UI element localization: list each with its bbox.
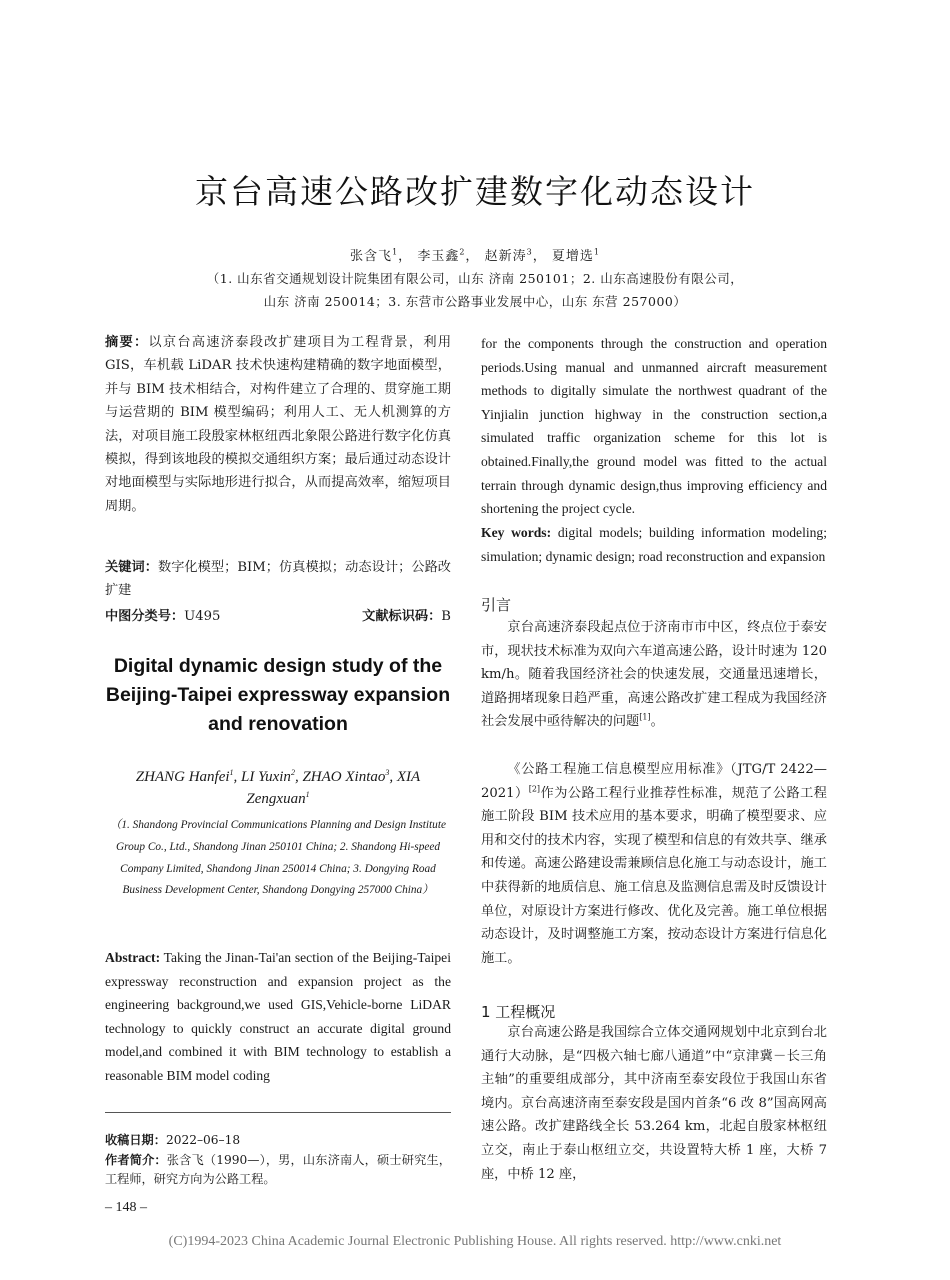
- section-heading-intro: 引言: [481, 596, 512, 614]
- abstract-en-part-2: for the components through the construction and operation periods.Using manual and unmanned aircraft measurement methods to digitally simulate the northwest quadrant of the Yinjialin junction highway in the construction section,a simulated traffic organization scheme for this lot is obtained.Finally,the ground model was fitted to the actual terrain through dynamic design,thus improving efficiency and shortening the project cycle.: [481, 336, 827, 517]
- abstract-cn-label: 摘要：: [105, 335, 149, 350]
- author-name-en: LI Yuxin: [241, 769, 291, 785]
- author-bio: [105, 1151, 451, 1189]
- doc-code-label: 文献标识码：: [362, 609, 442, 624]
- intro-p1-text: 京台高速济泰段起点位于济南市市中区，终点位于泰安市，现状技术标准为双向六车道高速公路，设计时速为 120 km/h。随着我国经济社会的快速发展，交通量迅速增长，道路拥堵现象日趋严重，高速公路改扩建工程成为我国经济社会发展中亟待解决的问题: [481, 620, 827, 730]
- author-name-en: ZHAO Xintao: [302, 769, 386, 785]
- english-title: Digital dynamic design study of the Beijing-Taipei expressway expansion and renovation: [105, 655, 451, 735]
- author-name: 张含飞: [350, 249, 393, 264]
- citation-ref: [1]: [639, 712, 651, 722]
- keywords-en-text: digital models; building information modeling; simulation; dynamic design; road reconstruction and expansion: [481, 525, 827, 564]
- intro-paragraph-1: [481, 616, 827, 734]
- author-affil-mark: 2: [459, 247, 466, 257]
- paper-title: 京台高速公路改扩建数字化动态设计: [195, 172, 755, 211]
- clc-number: [105, 605, 220, 628]
- citation-ref: [2]: [528, 784, 541, 794]
- author-affil-mark: 3: [526, 247, 533, 257]
- keywords-en-label: Key words:: [481, 525, 552, 540]
- affiliation-cn-line-2: 山东 济南 250014；3. 东营市公路事业发展中心，山东 东营 257000）: [263, 294, 687, 309]
- author-name: 李玉鑫: [417, 249, 460, 264]
- bio-text: 张含飞（1990—），男，山东济南人，硕士研究生，工程师，研究方向为公路工程。: [105, 1153, 451, 1186]
- intro-p2-text-b: 作为公路工程行业推荐性标准，规范了公路工程施工阶段 BIM 技术应用的基本要求，明确了模型要求、应用和交付的技术内容，实现了模型和信息的有效共享、继承和传递。高速公路建设需兼顾信息化施工与动态设计，施工中获得新的地质信息、施工信息及监测信息需及时反馈设计单位，对原设计方案进行修改、优化及完善。施工单位根据动态设计，及时调整施工方案，按动态设计方案进行信息化施工。: [481, 785, 827, 966]
- abstract-cn: [105, 331, 451, 518]
- received-date: [105, 1131, 451, 1150]
- keywords-cn: [105, 556, 451, 603]
- keywords-en: [481, 521, 827, 568]
- english-author-list: ZHANG Hanfei$^1$, LI Yuxin$^2$, ZHAO Xintao$^3$, XIA Zengxuan$^1$: [135, 768, 421, 807]
- abstract-cn-text: 以京台高速济泰段改扩建项目为工程背景，利用 GIS，车机载 LiDAR 技术快速构建精确的数字地面模型，并与 BIM 技术相结合，对构件建立了合理的、贯穿施工期与运营期的 BIM 模型编码；利用人工、无人机测算的方法，对项目施工段殷家林枢纽西北象限公路进行数字化仿真模拟，得到该地段的模拟交通组织方案；最后通过动态设计对地面模型与实际地形进行拟合，从而提高效率，缩短项目周期。: [105, 335, 452, 514]
- keywords-cn-label: 关键词：: [105, 560, 158, 575]
- received-label: 收稿日期：: [105, 1133, 166, 1147]
- affiliation-cn-line-1: （1. 山东省交通规划设计院集团有限公司，山东 济南 250101；2. 山东高速股份有限公司，: [206, 271, 744, 286]
- author-affil-mark: 3: [385, 768, 390, 777]
- author-affil-mark: 1: [392, 247, 399, 257]
- author-affil-mark: 1: [305, 790, 310, 799]
- received-value: 2022–06–18: [165, 1133, 241, 1147]
- author-separator: ，: [398, 249, 413, 264]
- author-separator: ，: [465, 249, 480, 264]
- clc-label: 中图分类号：: [105, 609, 185, 624]
- english-affiliation: （1. Shandong Provincial Communications Planning and Design Institute Group Co., Ltd., Shandong Jinan 250101 China; 2. Shandong Hi-speed Company Limited, Shandong Jinan 250014 China; 3. Dongying Road Business Development Center, Shandong Dongying 257000 China）: [110, 819, 446, 897]
- author-name-en: XIA Zengxuan: [246, 769, 421, 807]
- abstract-en-label: Abstract:: [105, 950, 161, 965]
- author-affil-mark: 1: [229, 768, 234, 777]
- clc-value: U495: [184, 609, 221, 624]
- author-separator: ，: [532, 249, 547, 264]
- document-code: [362, 605, 451, 628]
- doc-code-value: B: [441, 609, 451, 624]
- copyright-notice: (C)1994-2023 China Academic Journal Electronic Publishing House. All rights reserved. http://www.cnki.net: [168, 1234, 782, 1249]
- author-list: [0, 245, 950, 264]
- intro-p2-text-a: 《公路工程施工信息模型应用标准》（JTG/T 2422—2021）: [481, 762, 827, 801]
- section-1-paragraph-1: 京台高速公路是我国综合立体交通网规划中北京到台北通行大动脉，是“四极六轴七廊八通道”中“京津冀－长三角主轴”的重要组成部分，其中济南至泰安段位于我国山东省境内。京台高速济南至泰安段是国内首条“6 改 8”国高网高速公路。改扩建路线全长 53.264 km，北起自殷家林枢纽立交，南止于泰山枢纽立交，共设置特大桥 1 座，大桥 7 座，中桥 12 座，: [481, 1025, 827, 1182]
- author-name-en: ZHANG Hanfei: [135, 769, 230, 785]
- author-affil-mark: 1: [593, 247, 600, 257]
- abstract-en-part-1: [105, 946, 451, 1088]
- keywords-cn-text: 数字化模型；BIM；仿真模拟；动态设计；公路改扩建: [105, 560, 451, 599]
- footnote-divider: [105, 1112, 451, 1113]
- page-number: – 148 –: [105, 1200, 147, 1215]
- bio-label: 作者简介：: [105, 1153, 167, 1167]
- author-name: 赵新涛: [484, 249, 527, 264]
- author-affil-mark: 2: [290, 768, 295, 777]
- section-heading-1: 1 工程概况: [481, 1003, 556, 1021]
- abstract-en-text: Taking the Jinan-Tai'an section of the Beijing-Taipei expressway reconstruction and expansion project as the engineering background,we used GIS,Vehicle-borne LiDAR technology to quickly construct an accurate digital ground model,and combined it with BIM technology to establish a reasonable BIM model coding: [105, 950, 451, 1083]
- intro-paragraph-2: [481, 758, 827, 970]
- classification-row: [105, 605, 451, 628]
- author-name: 夏增选: [551, 249, 594, 264]
- intro-p1-end: 。: [650, 714, 664, 730]
